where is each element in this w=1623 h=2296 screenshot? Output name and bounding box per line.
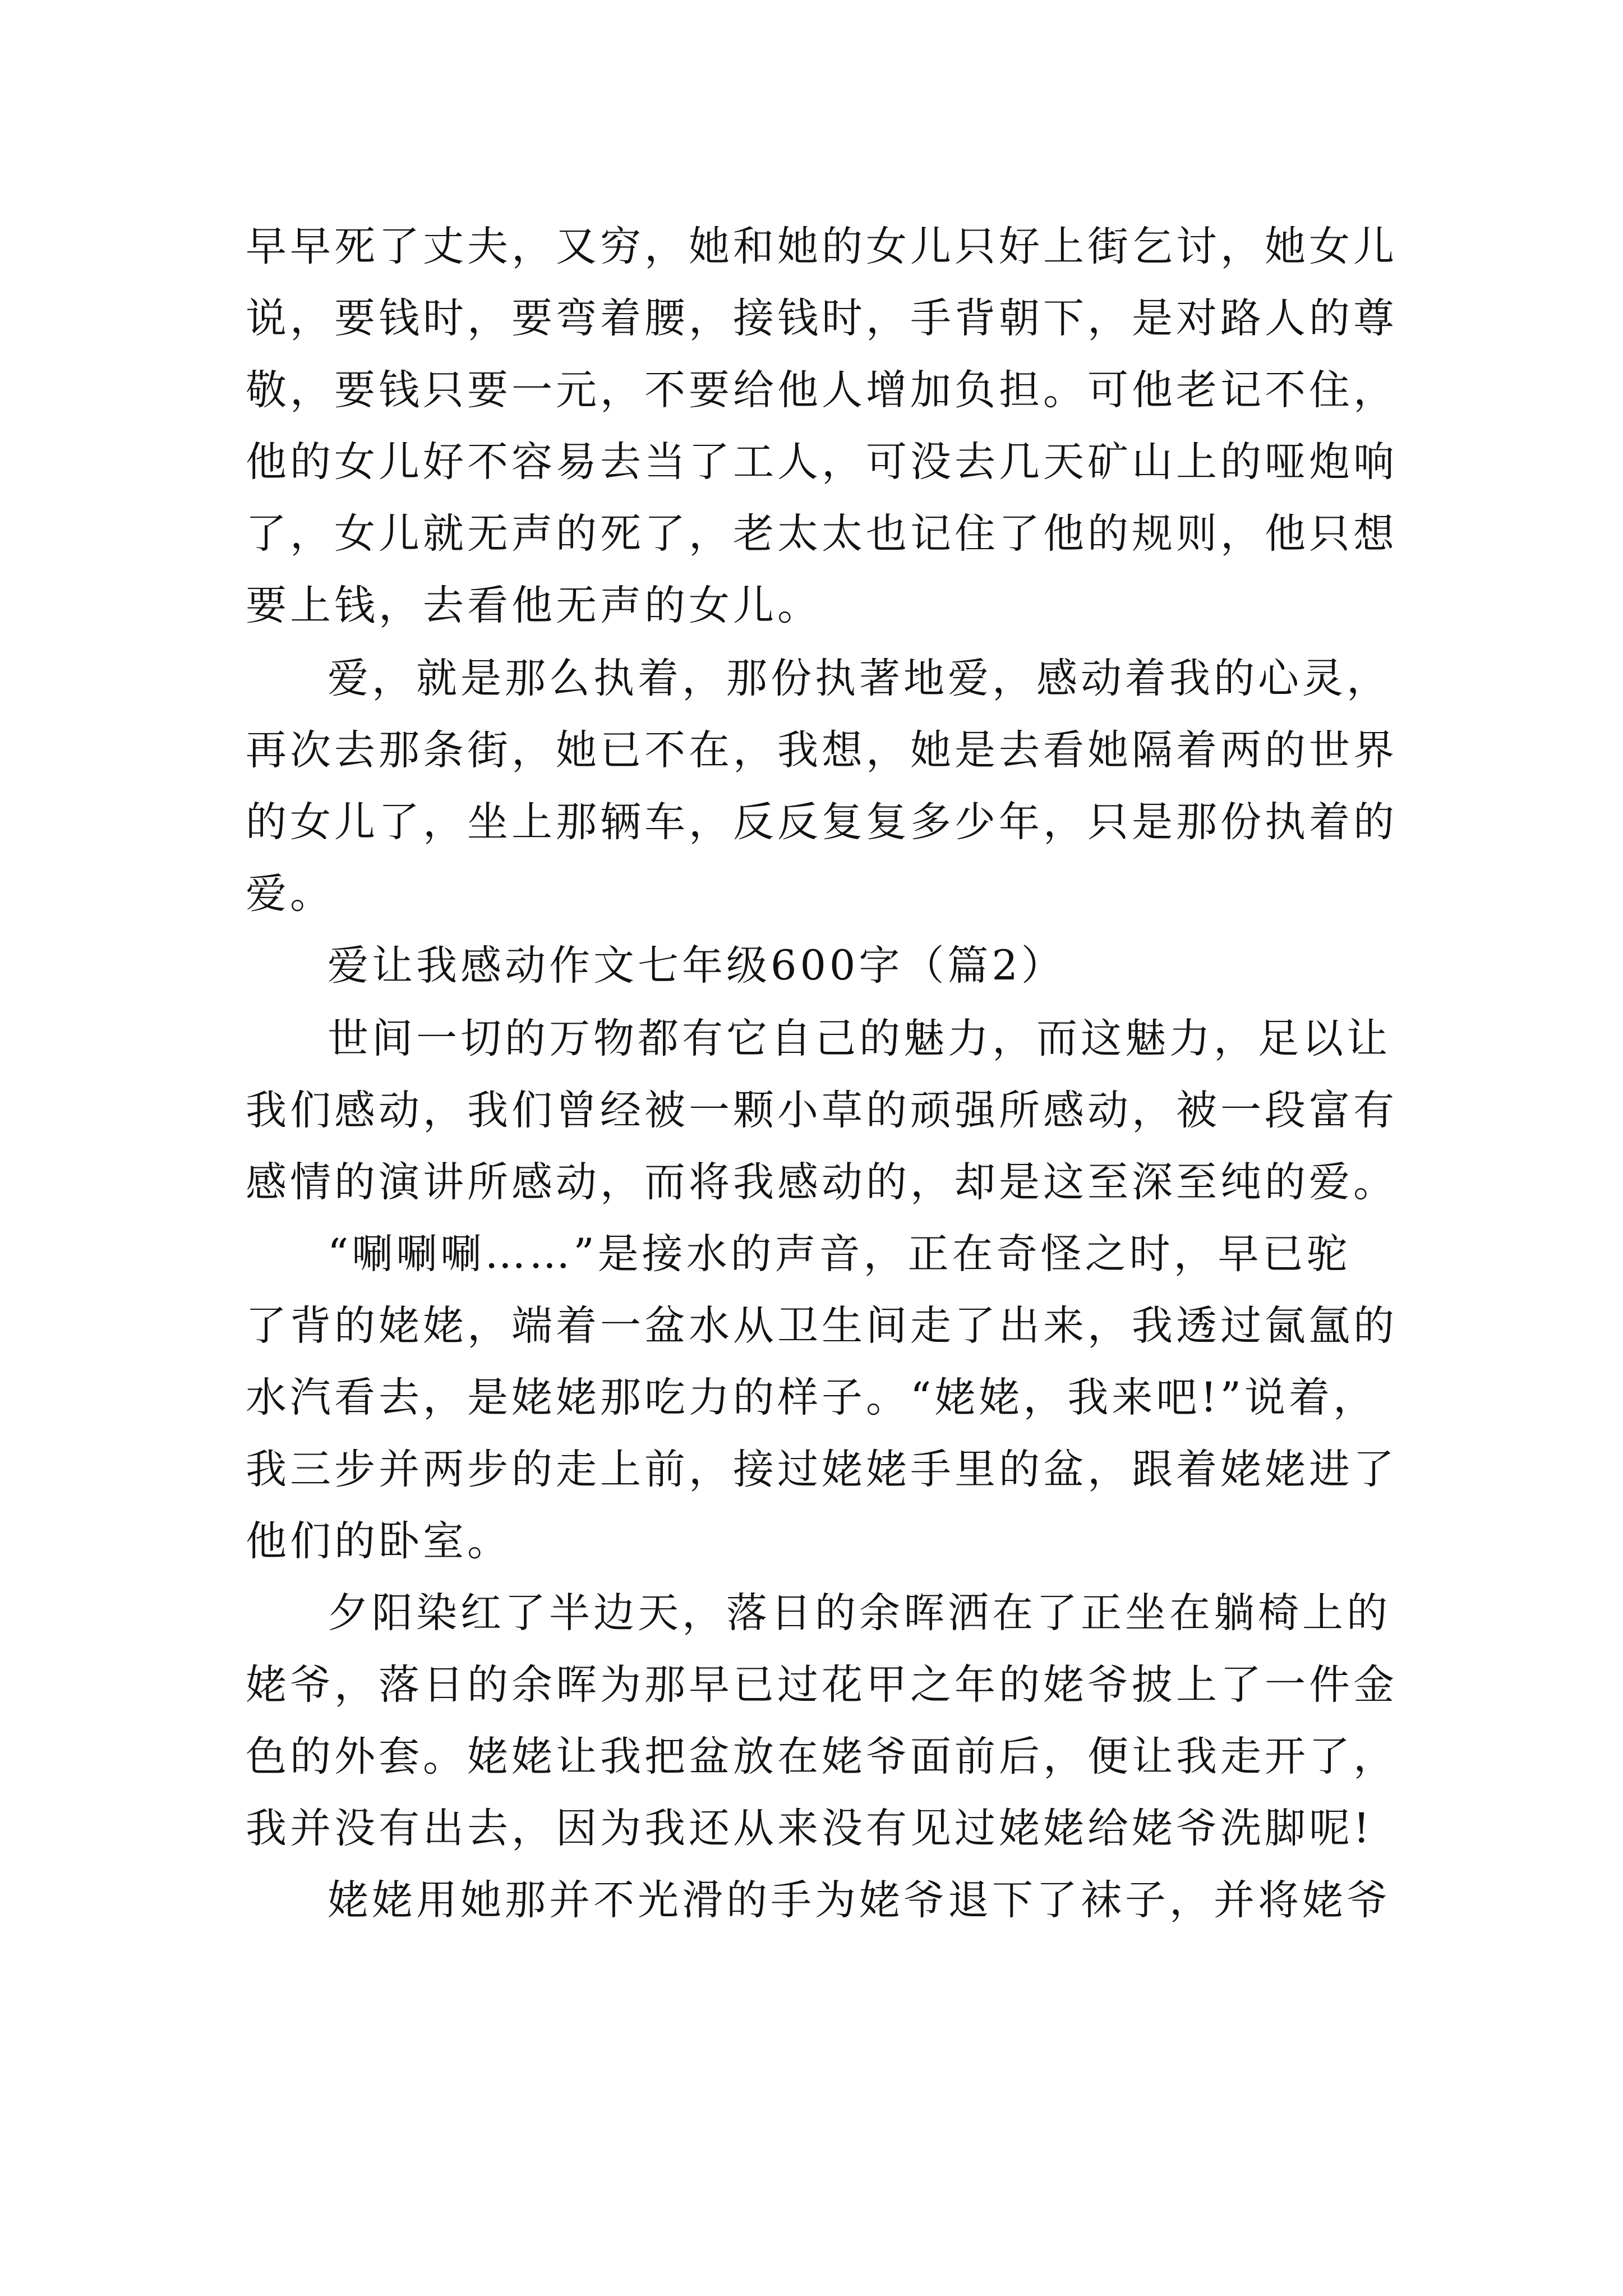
text-line: 我并没有出去，因为我还从来没有见过姥姥给姥爷洗脚呢! bbox=[246, 1805, 1373, 1852]
text-line: 我们感动，我们曾经被一颗小草的顽强所感动，被一段富有 bbox=[246, 1087, 1398, 1134]
paragraph-start-line: 夕阳染红了半边天，落日的余晖洒在了正坐在躺椅上的 bbox=[328, 1589, 1391, 1637]
paragraph-start-line: 世间一切的万物都有它自己的魅力，而这魅力，足以让 bbox=[328, 1015, 1391, 1062]
text-line: 了，女儿就无声的死了，老太太也记住了他的规则，他只想 bbox=[246, 510, 1398, 558]
text-line: 水汽看去，是姥姥那吃力的样子。“姥姥，我来吧!”说着， bbox=[246, 1374, 1377, 1421]
text-line: 再次去那条街，她已不在，我想，她是去看她隔着两的世界 bbox=[246, 726, 1398, 774]
text-line: 了背的姥姥，端着一盆水从卫生间走了出来，我透过氤氲的 bbox=[246, 1302, 1398, 1350]
paragraph-start-line: 爱，就是那么执着，那份执著地爱，感动着我的心灵， bbox=[328, 655, 1391, 702]
text-line: 要上钱，去看他无声的女儿。 bbox=[246, 582, 822, 629]
text-line: 早早死了丈夫，又穷，她和她的女儿只好上街乞讨，她女儿 bbox=[246, 223, 1398, 270]
section-heading: 爱让我感动作文七年级600字（篇2） bbox=[328, 942, 1066, 990]
text-line: 姥爷，落日的余晖为那早已过花甲之年的姥爷披上了一件金 bbox=[246, 1661, 1398, 1709]
text-line: 爱。 bbox=[246, 870, 334, 918]
text-line: 的女儿了，坐上那辆车，反反复复多少年，只是那份执着的 bbox=[246, 798, 1398, 846]
text-line: 色的外套。姥姥让我把盆放在姥爷面前后，便让我走开了， bbox=[246, 1733, 1398, 1780]
text-line: 他的女儿好不容易去当了工人，可没去几天矿山上的哑炮响 bbox=[246, 438, 1398, 486]
paragraph-start-line: 姥姥用她那并不光滑的手为姥爷退下了袜子，并将姥爷 bbox=[328, 1876, 1391, 1924]
paragraph-start-line: “唰唰唰……”是接水的声音，正在奇怪之时，早已驼 bbox=[328, 1230, 1351, 1278]
text-line: 我三步并两步的走上前，接过姥姥手里的盆，跟着姥姥进了 bbox=[246, 1446, 1398, 1493]
text-line: 说，要钱时，要弯着腰，接钱时，手背朝下，是对路人的尊 bbox=[246, 295, 1398, 342]
text-line: 敬，要钱只要一元，不要给他人增加负担。可他老记不住， bbox=[246, 366, 1398, 414]
text-line: 他们的卧室。 bbox=[246, 1517, 511, 1565]
text-line: 感情的演讲所感动，而将我感动的，却是这至深至纯的爱。 bbox=[246, 1158, 1398, 1206]
